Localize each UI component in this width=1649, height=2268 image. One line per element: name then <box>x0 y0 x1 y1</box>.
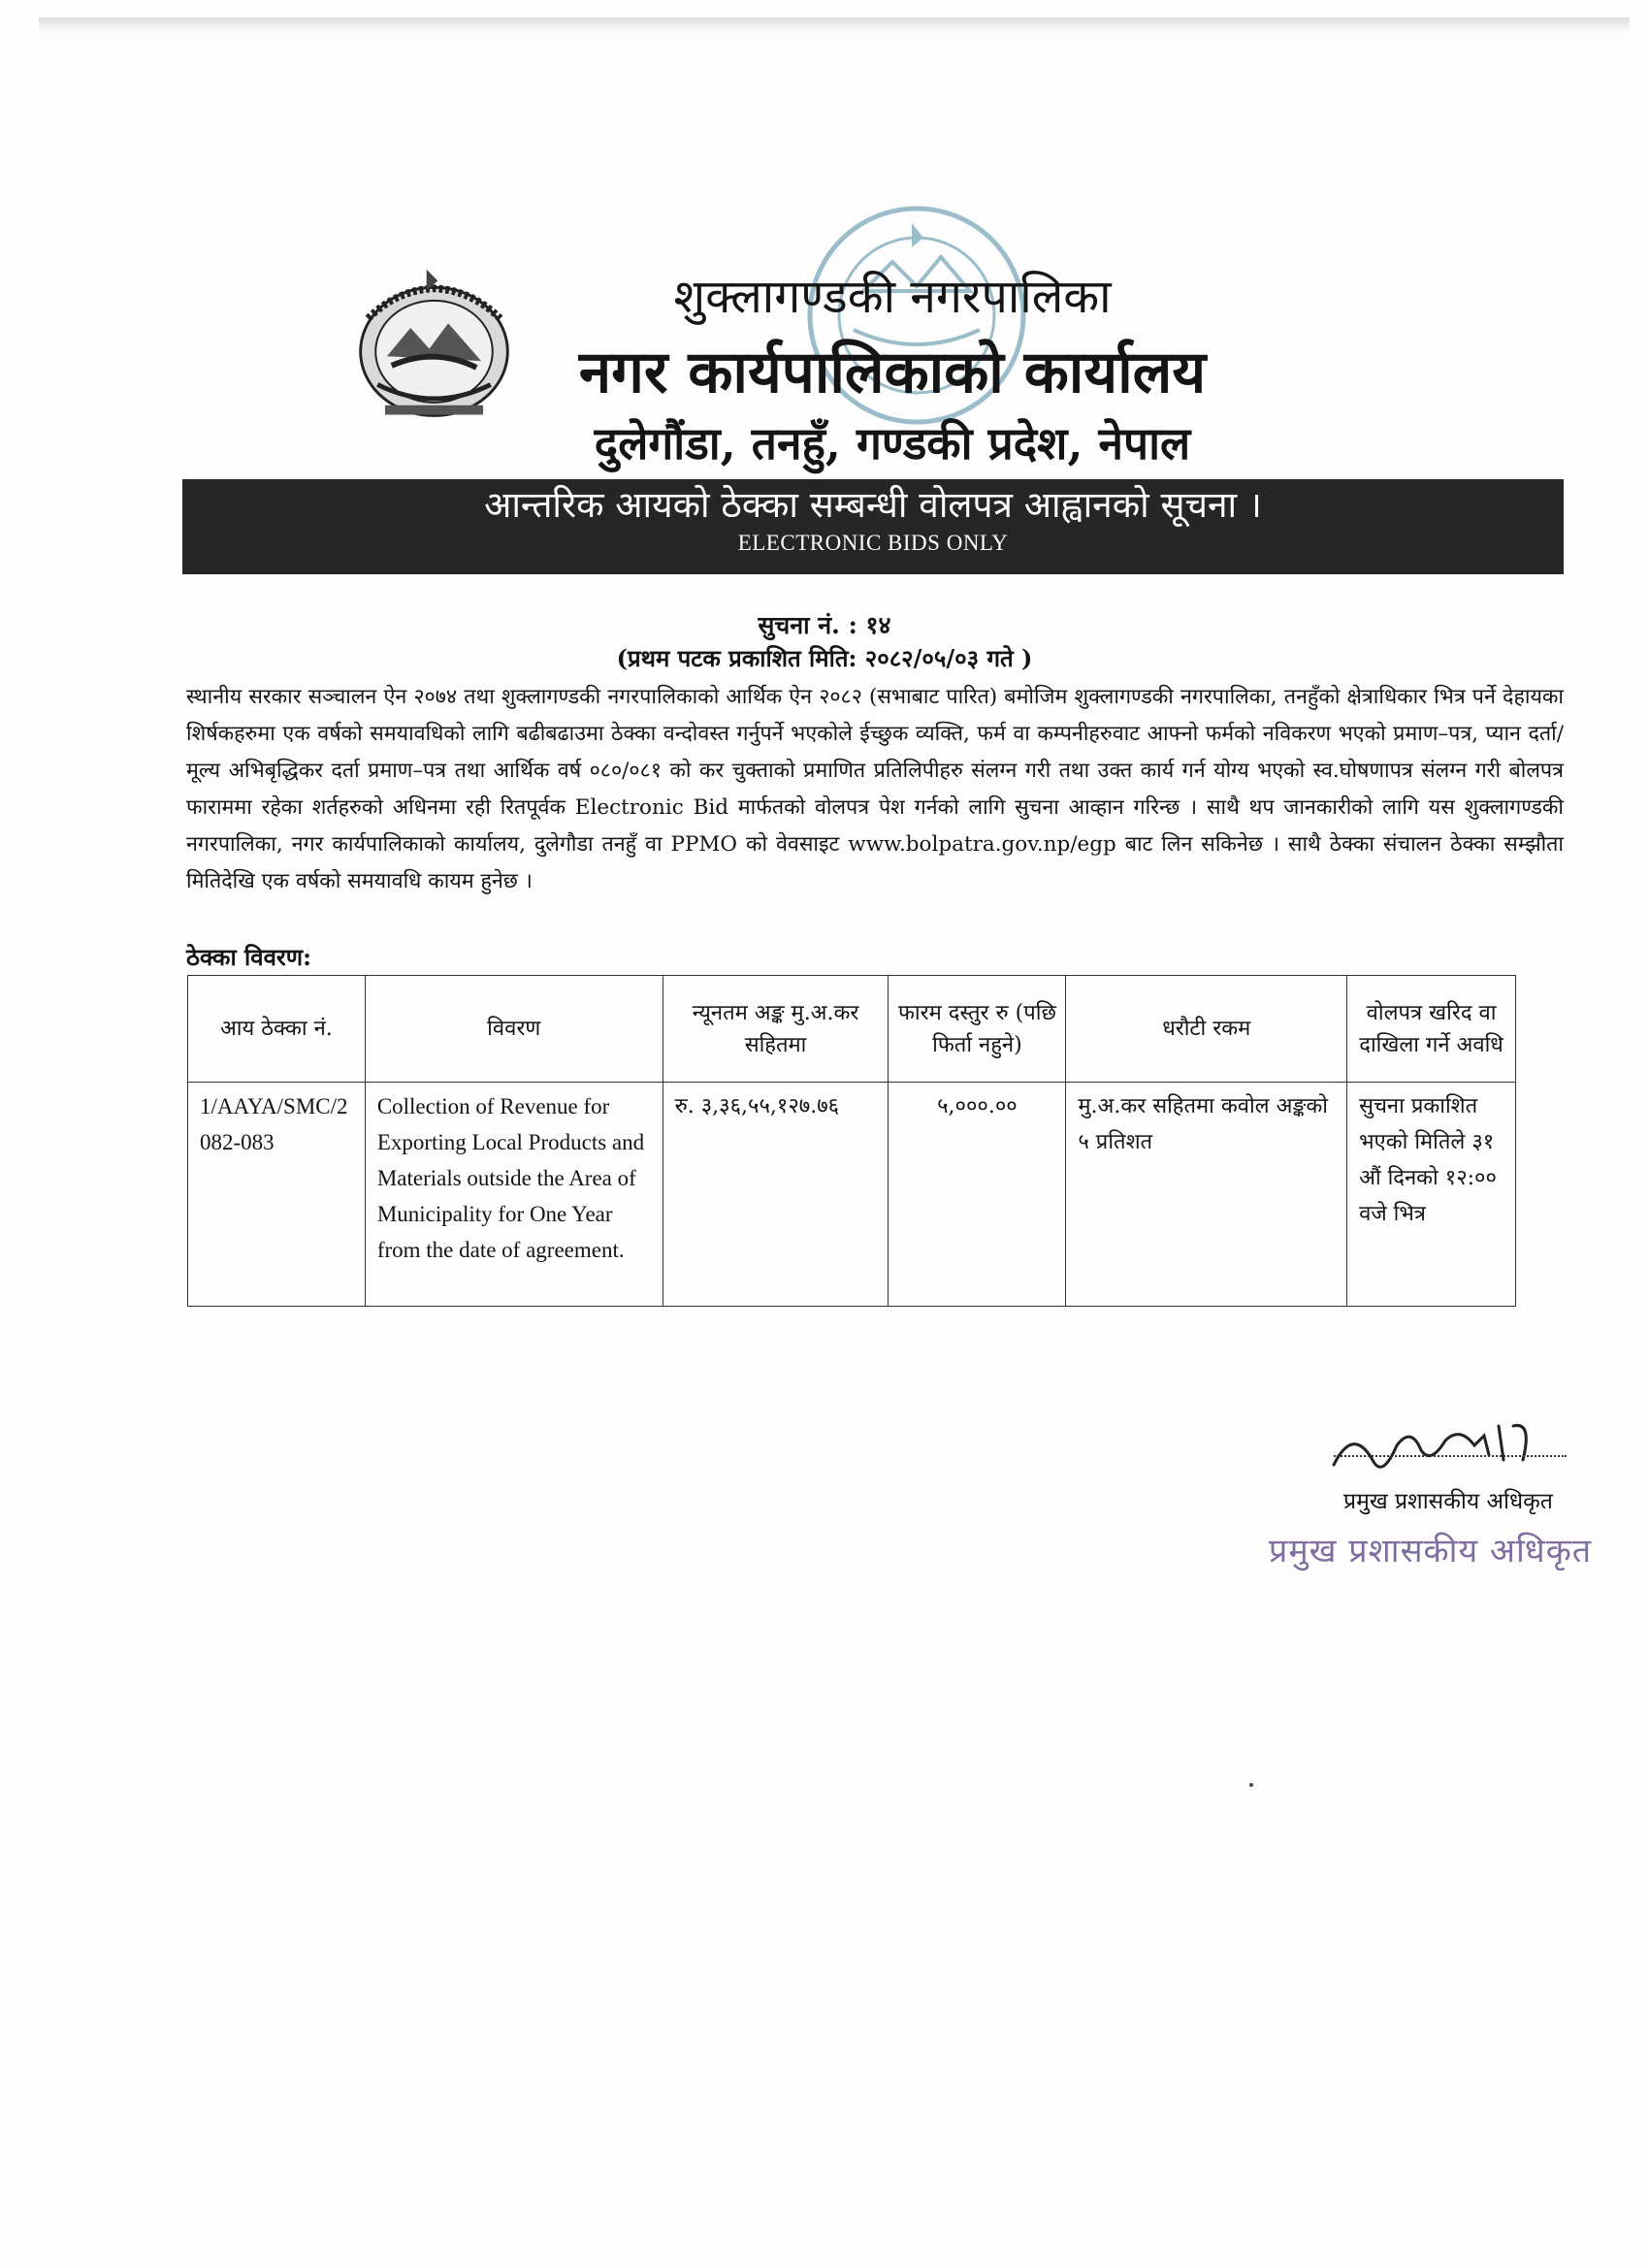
signatory-title: प्रमुख प्रशासकीय अधिकृत <box>1343 1489 1553 1514</box>
header-description: विवरण <box>365 976 663 1083</box>
header-deposit: धरौटी रकम <box>1066 976 1347 1083</box>
table-row <box>188 1083 1516 1307</box>
header-form-fee: फारम दस्तुर रु (पछि फिर्ता नहुने) <box>889 976 1066 1083</box>
notice-banner <box>182 479 1564 574</box>
tender-table <box>187 975 1516 1307</box>
municipality-name: शुक्लागण्डकी नगरपालिका <box>673 270 1112 324</box>
cell-deposit: मु.अ.कर सहितमा कवोल अङ्कको ५ प्रतिशत <box>1066 1083 1347 1307</box>
header-min-amount: न्यूनतम अङ्क मु.अ.कर सहितमा <box>663 976 889 1083</box>
header-period: वोलपत्र खरिद वा दाखिला गर्ने अवधि <box>1347 976 1516 1083</box>
office-address: दुलेगौंडा, तनहुँ, गण्डकी प्रदेश, नेपाल <box>594 417 1191 470</box>
officer-stamp: प्रमुख प्रशासकीय अधिकृत <box>1269 1532 1593 1571</box>
cell-min-amount: रु. ३,३६,५५,१२७.७६ <box>663 1083 889 1307</box>
banner-title: आन्तरिक आयको ठेक्का सम्बन्धी वोलपत्र आह्वानको सूचना । <box>484 484 1262 526</box>
notice-body: स्थानीय सरकार सञ्चालन ऐन २०७४ तथा शुक्लागण्डकी नगरपालिकाको आर्थिक ऐन २०८२ (सभाबाट पारित) बमोजिम शुक्लागण्डकी नगरपालिका, तनहुँको क्षेत्राधिकार भित्र पर्ने देहायका शिर्षकहरुमा एक वर्षको समयावधिको लागि बढीबढाउमा ठेक्का वन्दोवस्त गर्नुपर्ने भएकोले ईच्छुक व्यक्ति, फर्म वा कम्पनीहरुवाट आफ्नो फर्मको नविकरण भएको प्रमाण–पत्र, प्यान दर्ता/मूल्य अभिबृद्धिकर दर्ता प्रमाण–पत्र तथा आर्थिक वर्ष ०८०/०८१ को कर चुक्ताको प्रमाणित प्रतिलिपीहरु संलग्न गरी तथा उक्त कार्य गर्न योग्य भएको स्व.घोषणापत्र संलग्न गरी बोलपत्र फाराममा रहेका शर्तहरुको अधिनमा रही रितपूर्वक Electronic Bid मार्फतको वोलपत्र पेश गर्नको लागि सुचना आव्हान गरिन्छ । साथै थप जानकारीको लागि यस शुक्लागण्डकी नगरपालिका, नगर कार्यपालिकाको कार्यालय, दुलेगौडा तनहुँ वा PPMO को वेवसाइट www.bolpatra.gov.np/egp बाट लिन सकिनेछ । साथै ठेक्का संचालन ठेक्का सम्झौता मितिदेखि एक वर्षको समयावधि कायम हुनेछ । <box>186 685 1564 893</box>
office-name: नगर कार्यपालिकाको कार्यालय <box>578 339 1207 406</box>
section-title: ठेक्का विवरण: <box>186 943 311 971</box>
notice-number: सुचना नं. : १४ <box>758 611 891 639</box>
scan-edge-shadow <box>39 17 1630 33</box>
cell-contract-no: 1/AAYA/SMC/2082-083 <box>188 1083 366 1307</box>
header-contract-no: आय ठेक्का नं. <box>188 976 366 1083</box>
signature-line <box>1334 1455 1567 1457</box>
handwritten-signature-icon <box>1314 1407 1567 1494</box>
cell-period: सुचना प्रकाशित भएको मितिले ३१ औं दिनको १२:०० वजे भित्र <box>1347 1083 1516 1307</box>
publication-date: (प्रथम पटक प्रकाशित मिति: २०८२/०५/०३ गते ) <box>616 644 1033 672</box>
scan-speck <box>1249 1783 1253 1787</box>
banner-subtitle: ELECTRONIC BIDS ONLY <box>737 531 1009 555</box>
cell-form-fee: ५,०००.०० <box>889 1083 1066 1307</box>
cell-description: Collection of Revenue for Exporting Local Products and Materials outside the Area of Municipality for One Year from the date of agreement. <box>365 1083 663 1307</box>
table-header-row <box>188 976 1516 1083</box>
